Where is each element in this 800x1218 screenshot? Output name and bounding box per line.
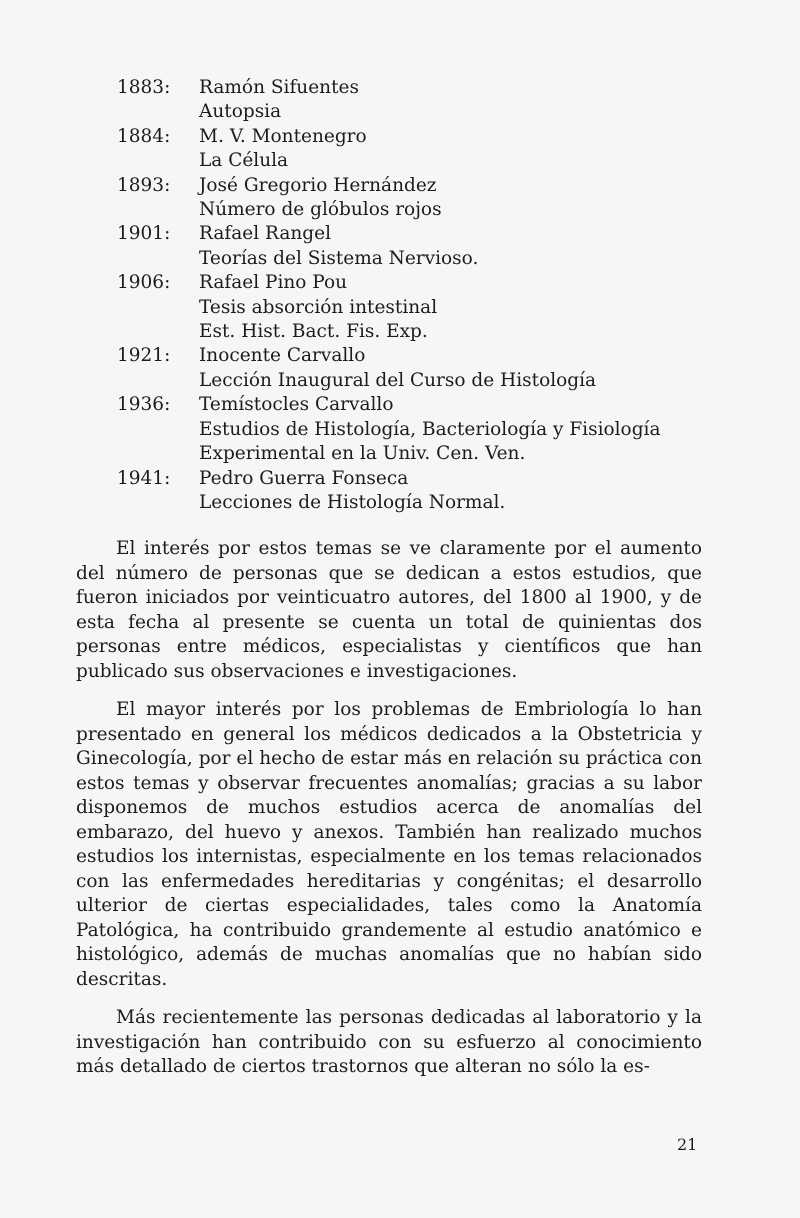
entry-title: Lecciones de Histología Normal. (199, 491, 506, 513)
paragraph: El mayor interés por los problemas de Embriología lo han presentado en general los médicos dedicados a la Obstetricia y Ginecología, por el hecho de estar más en relación su práctica con estos temas y observar frecuentes anomalías; gracias a su labor disponemos de muchos estudios acerca de anomalías del embarazo, del huevo y anexos. También han realizado muchos estudios los internistas, especialmente en los temas relacionados con las enfermedades hereditarias y congénitas; el desarrollo ulterior de ciertas especialidades, tales como la Anatomía Patológica, ha contribuido grandemente al estudio anatómico e histológico, además de muchas anomalías que no habían sido descritas. (76, 699, 702, 990)
chronology-entry (117, 271, 717, 344)
chronology-entry (117, 125, 717, 174)
entry-title: Lección Inaugural del Curso de Histología (199, 369, 597, 391)
body-text (76, 537, 702, 1094)
entry-title: Teorías del Sistema Nervioso. (199, 247, 479, 269)
entry-author: Rafael Pino Pou (199, 272, 348, 294)
entry-year: 1901: (117, 223, 171, 245)
entry-title: Tesis absorción intestinal (199, 296, 438, 318)
chronology-entry (117, 393, 717, 466)
entry-title: Número de glóbulos rojos (199, 199, 442, 221)
entry-author: Rafael Rangel (199, 223, 332, 245)
entry-title: La Célula (199, 150, 289, 172)
entry-author: Inocente Carvallo (199, 345, 366, 367)
entry-author: José Gregorio Hernández (199, 174, 437, 196)
chronology-list (117, 76, 717, 515)
entry-year: 1906: (117, 272, 171, 294)
entry-title: Autopsia (199, 101, 282, 123)
entry-year: 1936: (117, 394, 171, 416)
chronology-entry (117, 467, 717, 516)
page-number: 21 (677, 1135, 698, 1154)
paragraph: Más recientemente las personas dedicadas al laboratorio y la investigación han contribuido con su esfuerzo al conocimiento más detallado de ciertos trastornos que alteran no sólo la es- (76, 1007, 702, 1077)
chronology-entry (117, 222, 717, 271)
entry-author: Temístocles Carvallo (199, 394, 394, 416)
entry-year: 1884: (117, 125, 171, 147)
entry-title: Est. Hist. Bact. Fis. Exp. (199, 321, 428, 343)
paragraph: El interés por estos temas se ve claramente por el aumento del número de personas que se dedican a estos estudios, que fueron iniciados por veinticuatro autores, del 1800 al 1900, y de esta fecha al presente se cuenta un total de quinientas dos personas entre médicos, especialistas y científicos que han publicado sus observaciones e investigaciones. (76, 538, 702, 682)
entry-author: Pedro Guerra Fonseca (199, 467, 409, 489)
entry-author: M. V. Montenegro (199, 125, 367, 147)
chronology-entry (117, 76, 717, 125)
chronology-entry (117, 174, 717, 223)
entry-title: Experimental en la Univ. Cen. Ven. (199, 443, 526, 465)
entry-author: Ramón Sifuentes (199, 77, 359, 98)
entry-title: Estudios de Histología, Bacteriología y Fisiología (199, 418, 661, 440)
entry-year: 1883: (117, 77, 171, 98)
entry-year: 1893: (117, 174, 171, 196)
entry-year: 1921: (117, 345, 171, 367)
chronology-entry (117, 344, 717, 393)
entry-year: 1941: (117, 467, 171, 489)
